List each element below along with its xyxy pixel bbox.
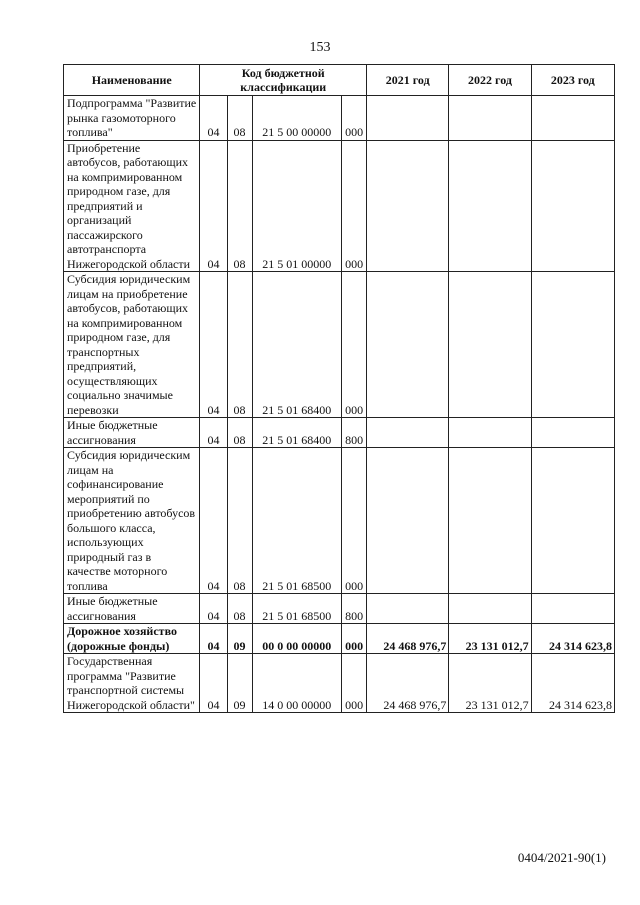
page-number: 153 [309, 40, 331, 55]
table-body [64, 96, 615, 713]
row-value-2023: 24 314 623,8 [531, 624, 614, 654]
row-name: Приобретение автобусов, работающих на компримированном природном газе, для предприятий и организаций пассажирского автотранспорта Нижегородской области [64, 140, 200, 272]
row-value-2021 [367, 594, 449, 624]
row-name: Иные бюджетные ассигнования [64, 594, 200, 624]
row-section: 04 [200, 272, 227, 418]
row-value-2023 [531, 594, 614, 624]
row-name: Субсидия юридическим лицам на приобретение автобусов, работающих на компримированном природном газе, для транспортных предприятий, осуществляющих социально значимые перевозки [64, 272, 200, 418]
row-value-2021 [367, 272, 449, 418]
row-section: 04 [200, 594, 227, 624]
row-value-2022 [449, 272, 531, 418]
row-value-2021: 24 468 976,7 [367, 624, 449, 654]
row-target-code: 14 0 00 00000 [252, 654, 342, 713]
table-row [64, 624, 615, 654]
row-name: Иные бюджетные ассигнования [64, 418, 200, 448]
row-expense-type: 000 [342, 448, 367, 594]
row-subsection: 08 [227, 272, 252, 418]
row-name: Государственная программа "Развитие транспортной системы Нижегородской области" [64, 654, 200, 713]
row-subsection: 08 [227, 448, 252, 594]
header-2022: 2022 год [449, 65, 531, 96]
row-subsection: 08 [227, 140, 252, 272]
row-value-2021 [367, 448, 449, 594]
row-expense-type: 000 [342, 96, 367, 141]
row-section: 04 [200, 448, 227, 594]
row-subsection: 08 [227, 594, 252, 624]
row-value-2022 [449, 594, 531, 624]
table-row [64, 272, 615, 418]
row-value-2021 [367, 140, 449, 272]
row-value-2021 [367, 418, 449, 448]
row-value-2023 [531, 96, 614, 141]
document-code: 0404/2021-90(1) [517, 850, 606, 865]
row-name: Подпрограмма "Развитие рынка газомоторного топлива" [64, 96, 200, 141]
row-expense-type: 000 [342, 140, 367, 272]
row-value-2023: 24 314 623,8 [531, 654, 614, 713]
budget-table [63, 64, 615, 713]
row-expense-type: 000 [342, 654, 367, 713]
row-value-2022: 23 131 012,7 [449, 654, 531, 713]
row-section: 04 [200, 96, 227, 141]
table-row [64, 140, 615, 272]
row-target-code: 21 5 01 68500 [252, 448, 342, 594]
header-2021: 2021 год [367, 65, 449, 96]
row-subsection: 08 [227, 418, 252, 448]
row-subsection: 09 [227, 654, 252, 713]
row-subsection: 09 [227, 624, 252, 654]
row-expense-type: 800 [342, 418, 367, 448]
table-header-row [64, 65, 615, 96]
row-section: 04 [200, 140, 227, 272]
table-row [64, 418, 615, 448]
row-section: 04 [200, 624, 227, 654]
row-value-2022 [449, 96, 531, 141]
row-value-2021 [367, 96, 449, 141]
row-section: 04 [200, 418, 227, 448]
row-value-2023 [531, 140, 614, 272]
row-target-code: 21 5 01 68400 [252, 418, 342, 448]
row-value-2022 [449, 140, 531, 272]
table-row [64, 96, 615, 141]
row-target-code: 21 5 01 68400 [252, 272, 342, 418]
row-target-code: 00 0 00 00000 [252, 624, 342, 654]
row-name: Субсидия юридическим лицам на софинансирование мероприятий по приобретению автобусов большого класса, использующих природный газ в качестве моторного топлива [64, 448, 200, 594]
header-code: Код бюджетной классификации [200, 65, 367, 96]
row-expense-type: 800 [342, 594, 367, 624]
header-name: Наименование [64, 65, 200, 96]
row-value-2023 [531, 418, 614, 448]
row-value-2021: 24 468 976,7 [367, 654, 449, 713]
table-row [64, 448, 615, 594]
row-value-2022 [449, 418, 531, 448]
row-value-2023 [531, 448, 614, 594]
row-target-code: 21 5 01 00000 [252, 140, 342, 272]
row-target-code: 21 5 01 68500 [252, 594, 342, 624]
row-subsection: 08 [227, 96, 252, 141]
row-expense-type: 000 [342, 272, 367, 418]
row-value-2022 [449, 448, 531, 594]
row-section: 04 [200, 654, 227, 713]
row-target-code: 21 5 00 00000 [252, 96, 342, 141]
table-row [64, 654, 615, 713]
header-2023: 2023 год [531, 65, 614, 96]
table-row [64, 594, 615, 624]
row-value-2022: 23 131 012,7 [449, 624, 531, 654]
row-expense-type: 000 [342, 624, 367, 654]
row-value-2023 [531, 272, 614, 418]
row-name: Дорожное хозяйство (дорожные фонды) [64, 624, 200, 654]
